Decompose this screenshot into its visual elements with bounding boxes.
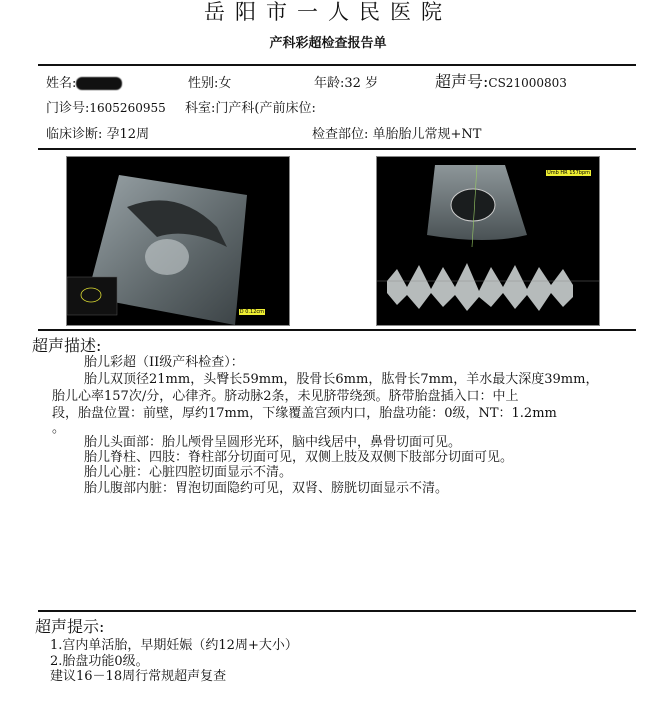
name-field xyxy=(46,72,122,91)
us-no-label: 超声号: xyxy=(435,72,489,91)
divider xyxy=(38,148,636,150)
exam-site-label: 检查部位: xyxy=(312,127,369,142)
redacted-name xyxy=(76,77,122,90)
us-no-field xyxy=(435,69,567,92)
description-heading: 超声描述: xyxy=(32,336,102,355)
description-line: 胎儿脊柱、四肢：脊柱部分切面可见，双侧上肢及双侧下肢部分切面可见。 xyxy=(84,450,514,465)
description-line: 胎儿心脏：心脏四腔切面显示不清。 xyxy=(84,465,293,480)
ultrasound-scan-graphic xyxy=(67,157,289,325)
conclusion-line: 2.胎盘功能0级。 xyxy=(50,654,149,669)
description-line: 胎儿心率157次/分，心律齐。脐动脉2条，未见脐带绕颈。脐带胎盘插入口：中上 xyxy=(52,389,519,404)
conclusion-line: 建议16－18周行常规超声复查 xyxy=(50,669,227,684)
exam-site-value: 单胎胎儿常规+NT xyxy=(372,127,482,142)
hospital-name: 岳阳市一人民医院 xyxy=(204,0,452,24)
sex-value: 女 xyxy=(218,76,232,91)
diagnosis-label: 临床诊断: xyxy=(46,127,103,142)
description-line: 。 xyxy=(52,421,66,436)
age-label: 年龄: xyxy=(314,76,345,91)
divider xyxy=(38,64,636,66)
ultrasound-image-crl xyxy=(66,156,290,326)
age-field xyxy=(314,72,378,91)
clinic-no-value: 1605260955 xyxy=(89,101,166,115)
description-line: 胎儿头面部：胎儿颅骨呈圆形光环，脑中线居中，鼻骨切面可见。 xyxy=(84,435,462,450)
sex-field xyxy=(188,72,231,91)
divider xyxy=(38,610,636,612)
report-title: 产科彩超检查报告单 xyxy=(269,36,387,51)
name-label: 姓名: xyxy=(46,76,77,91)
diagnosis-value: 孕12周 xyxy=(106,127,150,142)
description-line: 胎儿腹部内脏：胃泡切面隐约可见，双肾、膀胱切面显示不清。 xyxy=(84,481,449,496)
dept-value: 门产科(产前 xyxy=(215,101,286,116)
description-line: 段，胎盘位置：前壁，厚约17mm，下缘覆盖宫颈内口，胎盘功能：0级，NT：1.2mm xyxy=(52,406,557,421)
diagnosis-field xyxy=(46,123,149,142)
conclusion-line: 1.宫内单活胎，早期妊娠（约12周+大小） xyxy=(50,638,298,653)
us-no-value: CS21000803 xyxy=(488,76,567,90)
clinic-no-field xyxy=(46,97,166,116)
dept-field xyxy=(185,97,316,116)
clinic-no-label: 门诊号: xyxy=(46,101,90,116)
heart-rate-label: Umb HR 157bpm xyxy=(547,170,590,176)
dept-label: 科室: xyxy=(185,101,216,116)
measurement-label: D 0.12cm xyxy=(239,309,264,315)
sex-label: 性别: xyxy=(188,76,219,91)
divider xyxy=(38,329,636,331)
age-value: 32 岁 xyxy=(344,76,379,91)
exam-site-field xyxy=(312,123,481,142)
description-line: 胎儿双顶径21mm，头臀长59mm，股骨长6mm，肱骨长7mm，羊水最大深度39mm， xyxy=(84,372,599,387)
description-line: 胎儿彩超（II级产科检查）： xyxy=(84,355,244,370)
conclusion-heading: 超声提示: xyxy=(35,617,105,636)
doppler-scan-graphic xyxy=(377,157,599,325)
bed-label: 床位: xyxy=(285,101,316,116)
ultrasound-image-doppler xyxy=(376,156,600,326)
